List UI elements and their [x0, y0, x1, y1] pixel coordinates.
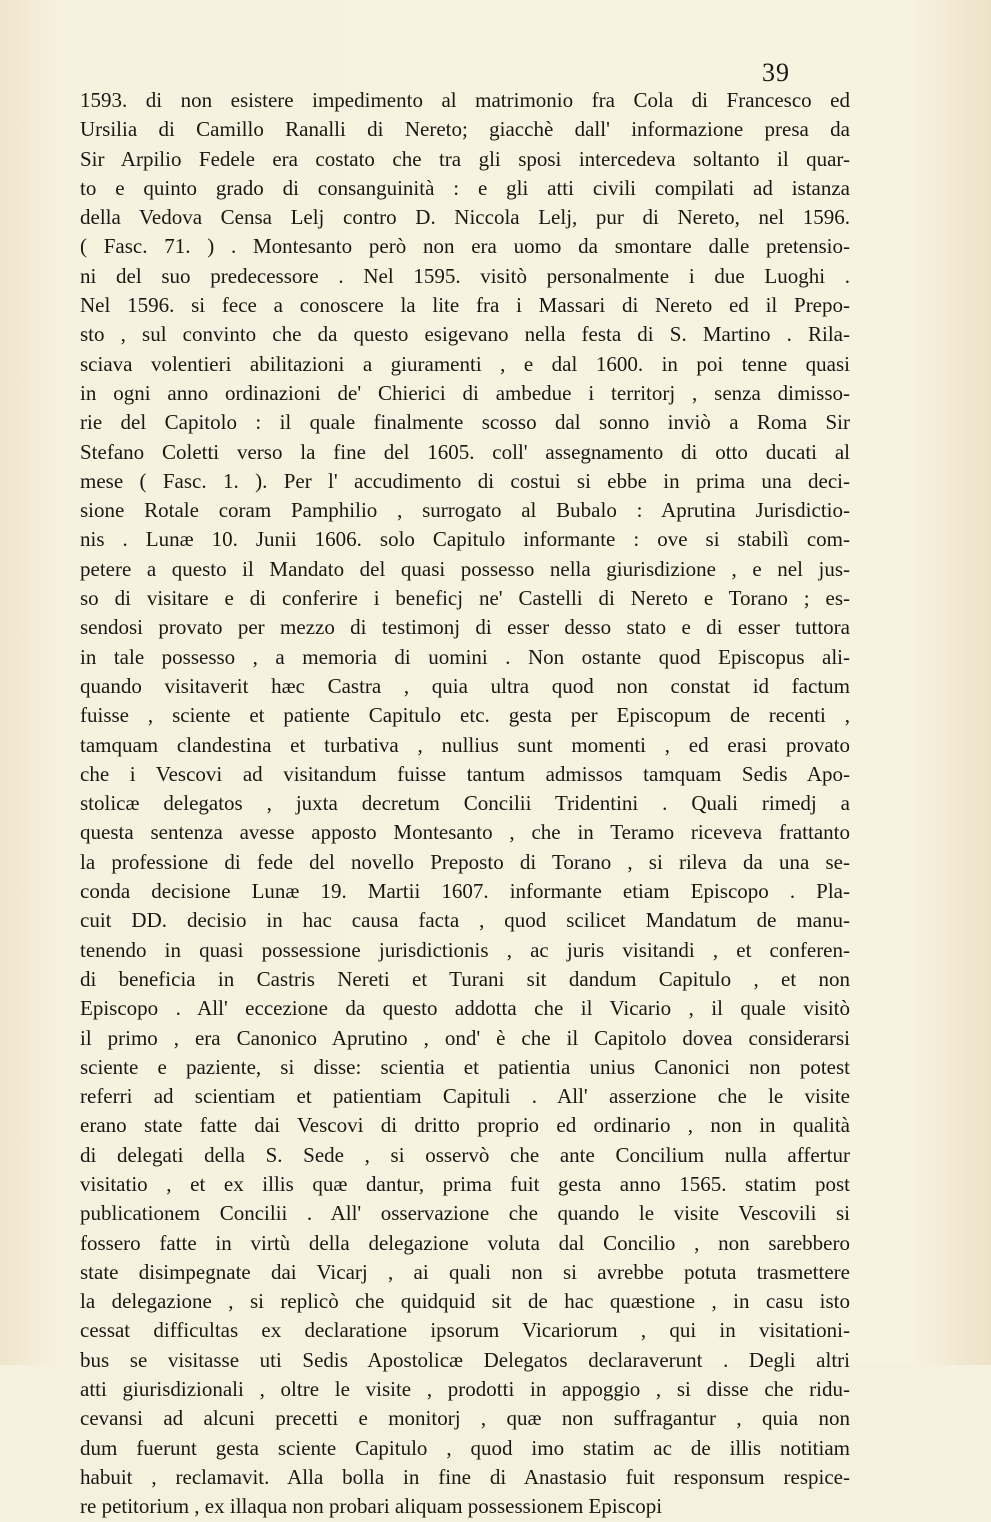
- text-line: so di visitare e di conferire i beneficj ne' Castelli di Nereto e Torano ; es-: [80, 586, 850, 611]
- text-line: erano state fatte dai Vescovi di dritto proprio ed ordinario , non in qualità: [80, 1113, 850, 1138]
- text-line: di beneficia in Castris Nereti et Turani sit dandum Capitulo , et non: [80, 966, 850, 991]
- text-line: dum fuerunt gesta sciente Capitulo , quod imo statim ac de illis notitiam: [80, 1435, 850, 1460]
- text-line: sciente e paziente, si disse: scientia et patientia unius Canonici non potest: [80, 1054, 850, 1079]
- text-line: bus se visitasse uti Sedis Apostolicæ Delegatos declaraverunt . Degli altri: [80, 1347, 850, 1372]
- text-line: cuit DD. decisio in hac causa facta , quod scilicet Mandatum de manu-: [80, 908, 850, 933]
- text-line: ni del suo predecessore . Nel 1595. visitò personalmente i due Luoghi .: [80, 263, 850, 288]
- text-line: che i Vescovi ad visitandum fuisse tantum admissos tamquam Sedis Apo-: [80, 761, 850, 786]
- text-line: della Vedova Censa Lelj contro D. Niccola Lelj, pur di Nereto, nel 1596.: [80, 205, 850, 230]
- text-line: tamquam clandestina et turbativa , nullius sunt momenti , ed erasi provato: [80, 732, 850, 757]
- text-line: cessat difficultas ex declaratione ipsorum Vicariorum , qui in visitationi-: [80, 1318, 850, 1343]
- text-line: il primo , era Canonico Aprutino , ond' è che il Capitolo dovea considerarsi: [80, 1025, 850, 1050]
- text-line: di delegati della S. Sede , si osservò che ante Concilium nulla affertur: [80, 1142, 850, 1167]
- text-line: cevansi ad alcuni precetti e monitorj , quæ non suffragantur , quia non: [80, 1406, 850, 1431]
- text-line: la delegazione , si replicò che quidquid sit de hac quæstione , in casu isto: [80, 1289, 850, 1314]
- text-line: petere a questo il Mandato del quasi possesso nella giurisdizione , e nel jus-: [80, 556, 850, 581]
- text-line: tenendo in quasi possessione jurisdictionis , ac juris visitandi , et conferen-: [80, 937, 850, 962]
- text-line: re petitorium , ex illaqua non probari aliquam possessionem Episcopi: [80, 1494, 663, 1519]
- text-line: in tale possesso , a memoria di uomini . Non ostante quod Episcopus ali-: [80, 644, 850, 669]
- text-line: Nel 1596. si fece a conoscere la lite fra i Massari di Nereto ed il Prepo-: [80, 293, 850, 318]
- text-line: sciava volentieri abilitazioni a giuramenti , e dal 1600. in poi tenne quasi: [80, 351, 850, 376]
- text-line: referri ad scientiam et patientiam Capituli . All' asserzione che le visite: [80, 1084, 850, 1109]
- text-line: sione Rotale coram Pamphilio , surrogato al Bubalo : Aprutina Jurisdictio-: [80, 498, 850, 523]
- text-line: fossero fatte in virtù della delegazione voluta dal Concilio , non sarebbero: [80, 1230, 850, 1255]
- text-line: stolicæ delegatos , juxta decretum Concilii Tridentini . Quali rimedj a: [80, 791, 850, 816]
- text-line: sto , sul convinto che da questo esigevano nella festa di S. Martino . Rila-: [80, 322, 850, 347]
- text-line: 1593. di non esistere impedimento al matrimonio fra Cola di Francesco ed: [80, 88, 850, 112]
- text-line: habuit , reclamavit. Alla bolla in fine di Anastasio fuit responsum respice-: [80, 1464, 850, 1489]
- text-line: ( Fasc. 71. ) . Montesanto però non era uomo da smontare dalle pretensio-: [80, 234, 850, 259]
- text-line: la professione di fede del novello Preposto di Torano , si rileva da una se-: [80, 849, 850, 874]
- text-line: conda decisione Lunæ 19. Martii 1607. informante etiam Episcopo . Pla-: [80, 879, 850, 904]
- text-line: quando visitaverit hæc Castra , quia ultra quod non constat id factum: [80, 673, 850, 698]
- text-line: fuisse , sciente et patiente Capitulo etc. gesta per Episcopum de recenti ,: [80, 703, 850, 728]
- text-line: atti giurisdizionali , oltre le visite , prodotti in appoggio , si disse che ridu-: [80, 1377, 850, 1402]
- body-text: [80, 86, 850, 1522]
- text-line: questa sentenza avesse apposto Montesanto , che in Teramo riceveva frattanto: [80, 820, 850, 845]
- text-line: nis . Lunæ 10. Junii 1606. solo Capitulo informante : ove si stabilì com-: [80, 527, 850, 552]
- text-line: sendosi provato per mezzo di testimonj di esser desso stato e di esser tuttora: [80, 615, 850, 640]
- text-line: publicationem Concilii . All' osservazione che quando le visite Vescovili si: [80, 1201, 850, 1226]
- text-line: mese ( Fasc. 1. ). Per l' accudimento di costui si ebbe in prima una deci-: [80, 468, 850, 493]
- text-line: Episcopo . All' eccezione da questo addotta che il Vicario , il quale visitò: [80, 996, 850, 1021]
- text-line: rie del Capitolo : il quale finalmente scosso dal sonno inviò a Roma Sir: [80, 410, 850, 435]
- text-line: state disimpegnate dai Vicarj , ai quali non si avrebbe potuta trasmettere: [80, 1259, 850, 1284]
- text-line: Ursilia di Camillo Ranalli di Nereto; giacchè dall' informazione presa da: [80, 117, 850, 142]
- page-number: 39: [762, 58, 790, 87]
- text-line: in ogni anno ordinazioni de' Chierici di ambedue i territorj , senza dimisso-: [80, 380, 850, 405]
- text-line: visitatio , et ex illis quæ dantur, prima fuit gesta anno 1565. statim post: [80, 1171, 850, 1196]
- text-line: Stefano Coletti verso la fine del 1605. coll' assegnamento di otto ducati al: [80, 439, 850, 464]
- text-line: Sir Arpilio Fedele era costato che tra gli sposi intercedeva soltanto il quar-: [80, 146, 850, 171]
- text-line: to e quinto grado di consanguinità : e gli atti civili compilati ad istanza: [80, 175, 850, 200]
